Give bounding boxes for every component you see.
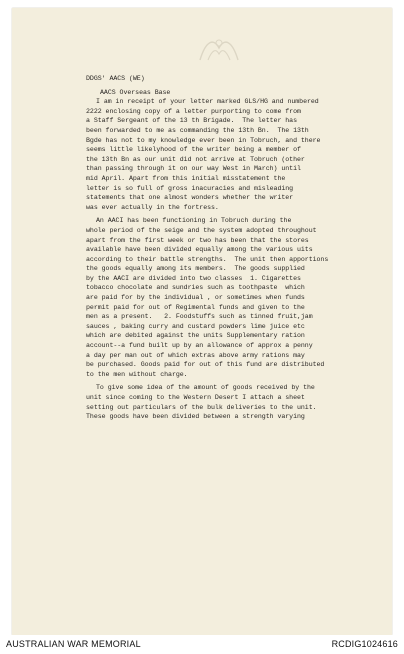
text-line: than passing through it on our way West in March) until	[86, 165, 301, 173]
text-line: letter is so full of gross inacuracies and misleading	[86, 184, 294, 192]
text-line: the 13th Bn as our unit did not arrive at Tobruch (other	[86, 155, 305, 163]
letter-header: DDGS' AACS (WE)	[86, 75, 145, 82]
text-line: permit paid for out of Regimental funds and given to the	[86, 303, 305, 311]
text-line: tobacco chocolate and sundries such as toothpaste which	[86, 284, 305, 292]
footer-source: AUSTRALIAN WAR MEMORIAL	[6, 639, 141, 649]
text-line: the goods equally among its members. The goods supplied	[86, 265, 305, 273]
text-line: setting out particulars of the bulk deliveries to the unit.	[86, 403, 317, 411]
text-line: be purchased. Goods paid for out of this fund are distributed	[86, 361, 325, 369]
text-line: been forwarded to me as commanding the 13th Bn. The 13th	[86, 126, 309, 134]
text-line: unit since coming to the Western Desert I attach a sheet	[86, 394, 305, 401]
document-page	[12, 8, 392, 635]
text-line: I am in receipt of your letter marked GLS/HG and numbered	[96, 98, 319, 106]
text-line: was ever actually in the fortress.	[86, 203, 219, 211]
text-line: Bgde has not to my knowledge ever been in Tobruch, and there	[86, 136, 321, 144]
text-line: An AACI has been functioning in Tobruch during the	[96, 217, 292, 225]
letter-subheader: AACS Overseas Base	[100, 88, 171, 96]
text-line: 2222 enclosing copy of a letter purporting to come from	[86, 107, 301, 115]
text-line: To give some idea of the amount of goods received by the	[96, 384, 315, 392]
text-line: by the AACI are divided into two classes 1. Cigarettes	[86, 274, 301, 282]
text-line: statements that one almost wonders whether the writer	[86, 194, 294, 202]
text-line: sauces , baking curry and custard powders lime juice etc	[86, 322, 305, 330]
paragraph-1	[86, 97, 392, 212]
text-line: to the men without charge.	[86, 370, 188, 378]
text-line: a Staff Sergeant of the 13 th Brigade. The letter has	[86, 117, 297, 125]
text-line: mid April. Apart from this initial misstatement the	[86, 174, 286, 182]
letter-body	[86, 74, 392, 422]
paragraph-2	[86, 216, 392, 379]
text-line: These goods have been divided between a strength varying	[86, 413, 305, 421]
text-line: men as a present. 2. Foodstuffs such as tinned fruit,jam	[86, 313, 313, 321]
text-line: a day per man out of which extras above army rations may	[86, 351, 305, 359]
paragraph-3	[86, 383, 392, 421]
text-line: are paid for by the individual , or sometimes when funds	[86, 294, 305, 302]
text-line: according to their battle strengths. The unit then apportions	[86, 255, 329, 263]
footer-record-id: RCDIG1024616	[331, 639, 398, 649]
text-line: seems little likelyhood of the writer being a member of	[86, 146, 301, 154]
text-line: available have been divided equally among the various uits	[86, 246, 313, 254]
archive-footer	[0, 635, 404, 654]
text-line: which are debited against the units Supplementary ration	[86, 332, 305, 340]
text-line: account--a fund built up by an allowance of approx a penny	[86, 342, 313, 350]
paper-watermark-icon	[196, 34, 242, 64]
text-line: apart from the first week or two has been that the stores	[86, 236, 309, 244]
text-line: whole period of the seige and the system adopted throughout	[86, 226, 317, 234]
